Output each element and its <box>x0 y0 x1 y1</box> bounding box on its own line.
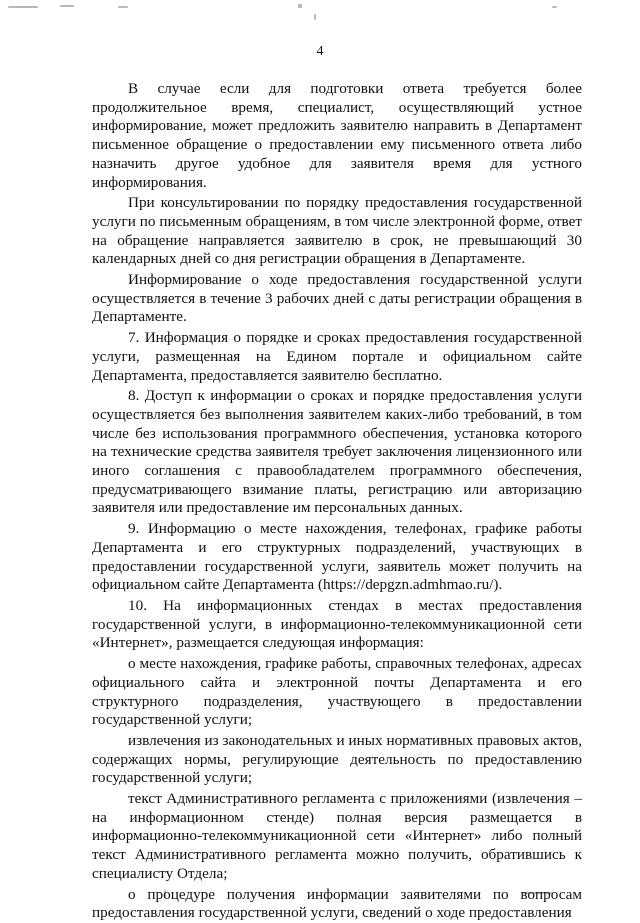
list-item-legal-extracts: извлечения из законодательных и иных нормативных правовых актов, содержащих нормы, регулирующие деятельность по предоставлению государственной услуги; <box>92 731 582 787</box>
document-body <box>92 80 582 923</box>
list-item-procedure-info: о процедуре получения информации заявителями по вопросам предоставления государственной услуги, сведений о ходе предоставления <box>92 885 582 922</box>
paragraph-response-time: В случае если для подготовки ответа требуется более продолжительное время, специалист, осуществляющий устное информирование, может предложить заявителю направить в Департамент письменное обращение о предоставлении ему письменного ответа либо назначить другое удобное для заявителя время для устного информирования. <box>92 80 582 191</box>
scan-artifact <box>8 6 38 8</box>
scan-artifact <box>314 14 316 20</box>
paragraph-progress-information: Информирование о ходе предоставления государственной услуги осуществляется в течение 3 рабочих дней с даты регистрации обращения в Департаменте. <box>92 271 582 326</box>
page-number: 4 <box>316 44 324 59</box>
paragraph-item-9: 9. Информацию о месте нахождения, телефонах, графике работы Департамента и его структурных подразделений, участвующих в предоставлении государственной услуги, заявитель может получить на официальном сайте Департамента (https://depgzn.admhmao.ru/). <box>92 520 582 594</box>
scan-artifact <box>60 5 74 7</box>
list-item-location-info: о месте нахождения, графике работы, справочных телефонах, адресах официального сайта и электронной почты Департамента и его структурного подразделения, участвующего в предоставлении государственной услуги; <box>92 655 582 729</box>
paragraph-item-7: 7. Информация о порядке и сроках предоставления государственной услуги, размещенная на Едином портале и официальном сайте Департамента, предоставляется заявителю бесплатно. <box>92 329 582 384</box>
scan-artifact <box>552 6 557 8</box>
paragraph-written-consultation: При консультировании по порядку предоставления государственной услуги по письменным обращениям, в том числе электронной форме, ответ на обращение направляется заявителю в срок, не превышающий 30 календарных дней со дня регистрации обращения в Департаменте. <box>92 194 582 268</box>
scan-artifact <box>118 6 128 8</box>
paragraph-item-10: 10. На информационных стендах в местах предоставления государственной услуги, в информационно-телекоммуникационной сети «Интернет», размещается следующая информация: <box>92 596 582 652</box>
scan-artifact <box>298 4 302 8</box>
paragraph-item-8: 8. Доступ к информации о сроках и порядке предоставления услуги осуществляется без выполнения заявителем каких-либо требований, в том числе без использования программного обеспечения, установка которого на технические средства заявителя требует заключения лицензионного или иного соглашения с правообладателем программного обеспечения, предусматривающего взимание платы, регистрацию или авторизацию заявителя или предоставление им персональных данных. <box>92 387 582 517</box>
list-item-regulation-text: текст Административного регламента с приложениями (извлечения – на информационном стенде) полная версия размещается в информационно-телекоммуникационной сети «Интернет» либо полный текст Административного регламента можно получить, обратившись к специалисту Отдела; <box>92 790 582 882</box>
